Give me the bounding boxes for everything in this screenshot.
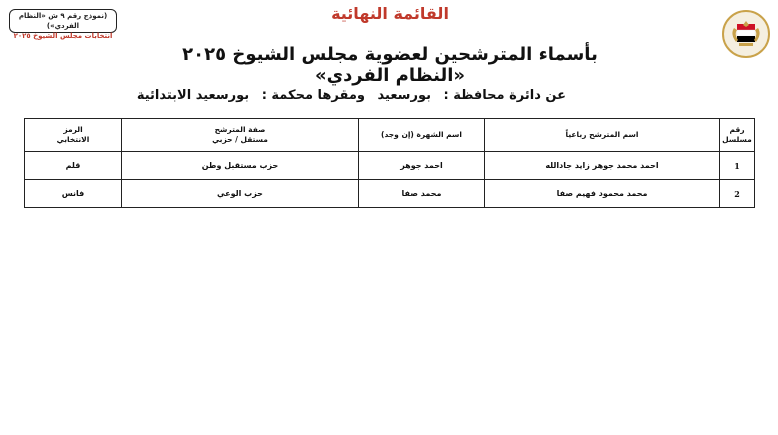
form-number-box [9,9,117,40]
court-seat-value: بورسعيد الابتدائية [136,88,250,103]
final-list-title: القائمة النهائية [331,4,449,23]
header-candidate-capacity [122,119,359,152]
cell-electoral-symbol: قلم [25,152,122,180]
cell-candidate-capacity: حزب مستقبل وطن [122,152,359,180]
header-capacity-line1: صفة المترشح [214,125,266,134]
cell-fame-name: محمد صفا [359,180,485,208]
cell-serial-number: 2 [720,180,755,208]
form-number-label: (نموذج رقم ٩ ش «النظام الفردي») [18,12,108,30]
cell-candidate-name: محمد محمود فهيم صفا [485,180,720,208]
egypt-emblem-logo [722,10,770,58]
table-row [25,180,755,208]
district-label: عن دائرة محافظة : [443,88,566,103]
header-candidate-name: اسم المترشح رباعياً [485,119,720,152]
cell-fame-name: احمد جوهر [359,152,485,180]
cell-candidate-capacity: حزب الوعي [122,180,359,208]
cell-candidate-name: احمد محمد جوهر زايد جادالله [485,152,720,180]
header-serial-line2: مسلسل [722,135,752,144]
header-serial-number [720,119,755,152]
candidates-table [24,118,755,208]
header-symbol-line1: الرمز [63,125,83,134]
election-name-label: انتخابات مجلس الشيوخ ٢٠٢٥ [13,32,113,40]
district-value: بورسعيد [377,88,431,103]
table-header-row [25,119,755,152]
header-capacity-line2: مستقل / حزبي [212,135,268,144]
cell-serial-number: 1 [720,152,755,180]
table-row [25,152,755,180]
district-info [136,88,570,103]
cell-electoral-symbol: فانس [25,180,122,208]
header-symbol-line2: الانتخابي [56,135,90,144]
court-seat-label: ومقرها محكمة : [261,88,365,103]
header-fame-name: اسم الشهرة (إن وجد) [359,119,485,152]
header-serial-line1: رقم [729,125,745,134]
page-title: بأسماء المترشحين لعضوية مجلس الشيوخ ٢٠٢٥ «النظام الفردي» [182,44,598,86]
header-electoral-symbol [25,119,122,152]
